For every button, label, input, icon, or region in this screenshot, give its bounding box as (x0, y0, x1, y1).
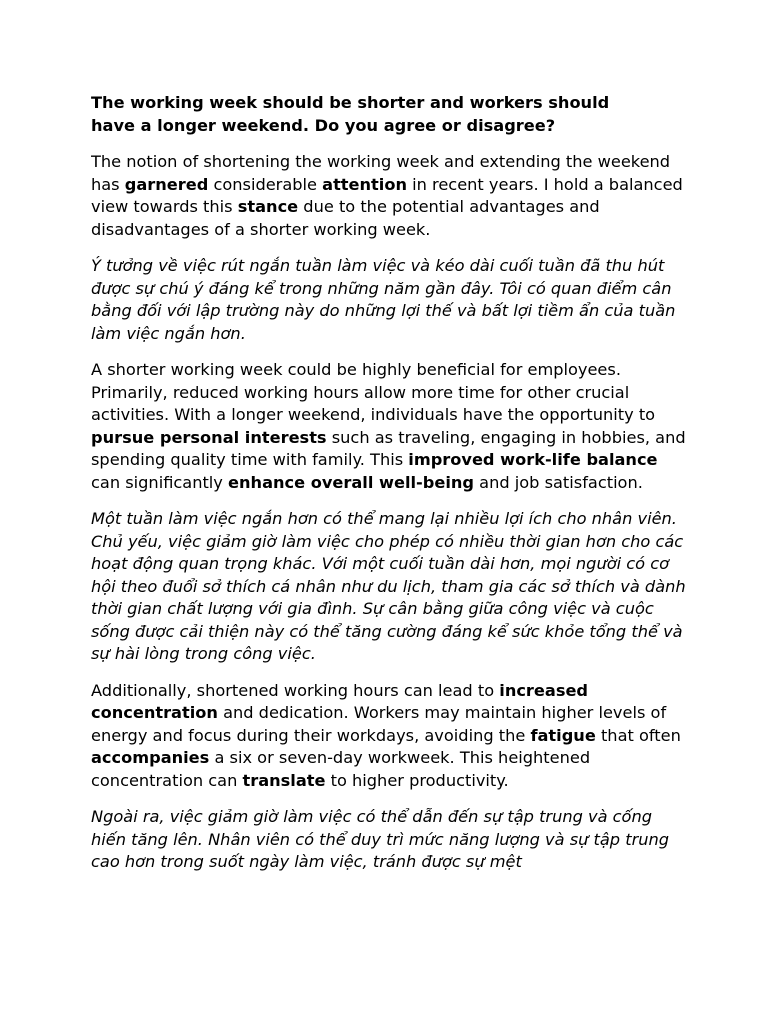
paragraph-2-vietnamese: Một tuần làm việc ngắn hơn có thể mang lại nhiều lợi ích cho nhân viên. Chủ yếu, việc giảm giờ làm việc cho phép có nhiều thời gian hơn cho các hoạt động quan trọng khác. Với một cuối tuần dài hơn, mọi người có cơ hội theo đuổi sở thích cá nhân như du lịch, tham gia các sở thích và dành thời gian chất lượng với gia đình. Sự cân bằng giữa công việc và cuộc sống được cải thiện này có thể tăng cường đáng kể sức khỏe tổng thể và sự hài lòng trong công việc. (91, 509, 686, 663)
essay-title-line-1: The working week should be shorter and workers should (91, 93, 610, 112)
bold-phrase: fatigue (530, 725, 596, 745)
document-page (91, 92, 691, 1024)
text-run: A shorter working week could be highly beneficial for employees. Primarily, reduced working hours allow more time for other crucial activities. With a longer weekend, individuals have the opportunity to (91, 360, 656, 424)
bold-phrase: enhance overall well-being (228, 472, 474, 492)
bold-phrase: attention (322, 174, 407, 194)
bold-phrase: garnered (124, 174, 209, 194)
essay-title-line-2: have a longer weekend. Do you agree or disagree? (91, 115, 556, 135)
text-run: Additionally, shortened working hours can lead to (91, 680, 500, 700)
paragraph-3-vietnamese: Ngoài ra, việc giảm giờ làm việc có thể dẫn đến sự tập trung và cống hiến tăng lên. Nhân viên có thể duy trì mức năng lượng và sự tập trung cao hơn trong suốt ngày làm việc, tránh được sự mệt (91, 807, 670, 871)
bold-phrase: improved work-life balance (408, 450, 658, 469)
text-run: and dedication. Workers may maintain higher levels of energy and focus during their workdays, avoiding the (91, 703, 667, 745)
paragraph-3-english (91, 680, 691, 793)
text-run: that often (595, 725, 681, 745)
text-run: to higher productivity. (325, 770, 509, 790)
text-run: a six or seven-day workweek. This heightened concentration can (91, 748, 591, 790)
text-run: in recent years. I hold a balanced view towards this (91, 174, 683, 216)
paragraph-1-english (91, 151, 691, 241)
bold-phrase: pursue personal interests (91, 427, 327, 447)
bold-phrase: translate (242, 770, 326, 790)
text-run: The notion of shortening the working week and extending the weekend has (91, 152, 671, 194)
text-run: due to the potential advantages and disadvantages of a shorter working week. (91, 197, 600, 239)
essay-title (91, 92, 691, 137)
bold-phrase: increased concentration (91, 680, 589, 722)
text-run: and job satisfaction. (474, 472, 643, 492)
text-run: considerable (208, 174, 323, 194)
text-run: such as traveling, engaging in hobbies, and spending quality time with family. This (91, 427, 686, 469)
paragraph-1-vietnamese: Ý tưởng về việc rút ngắn tuần làm việc và kéo dài cuối tuần đã thu hút được sự chú ý đáng kể trong những năm gần đây. Tôi có quan điểm cân bằng đối với lập trường này do những lợi thế và bất lợi tiềm ẩn của tuần làm việc ngắn hơn. (91, 256, 676, 343)
paragraph-2-english (91, 359, 691, 494)
bold-phrase: accompanies (91, 748, 210, 767)
bold-phrase: stance (237, 197, 299, 216)
text-run: can significantly (91, 472, 229, 492)
